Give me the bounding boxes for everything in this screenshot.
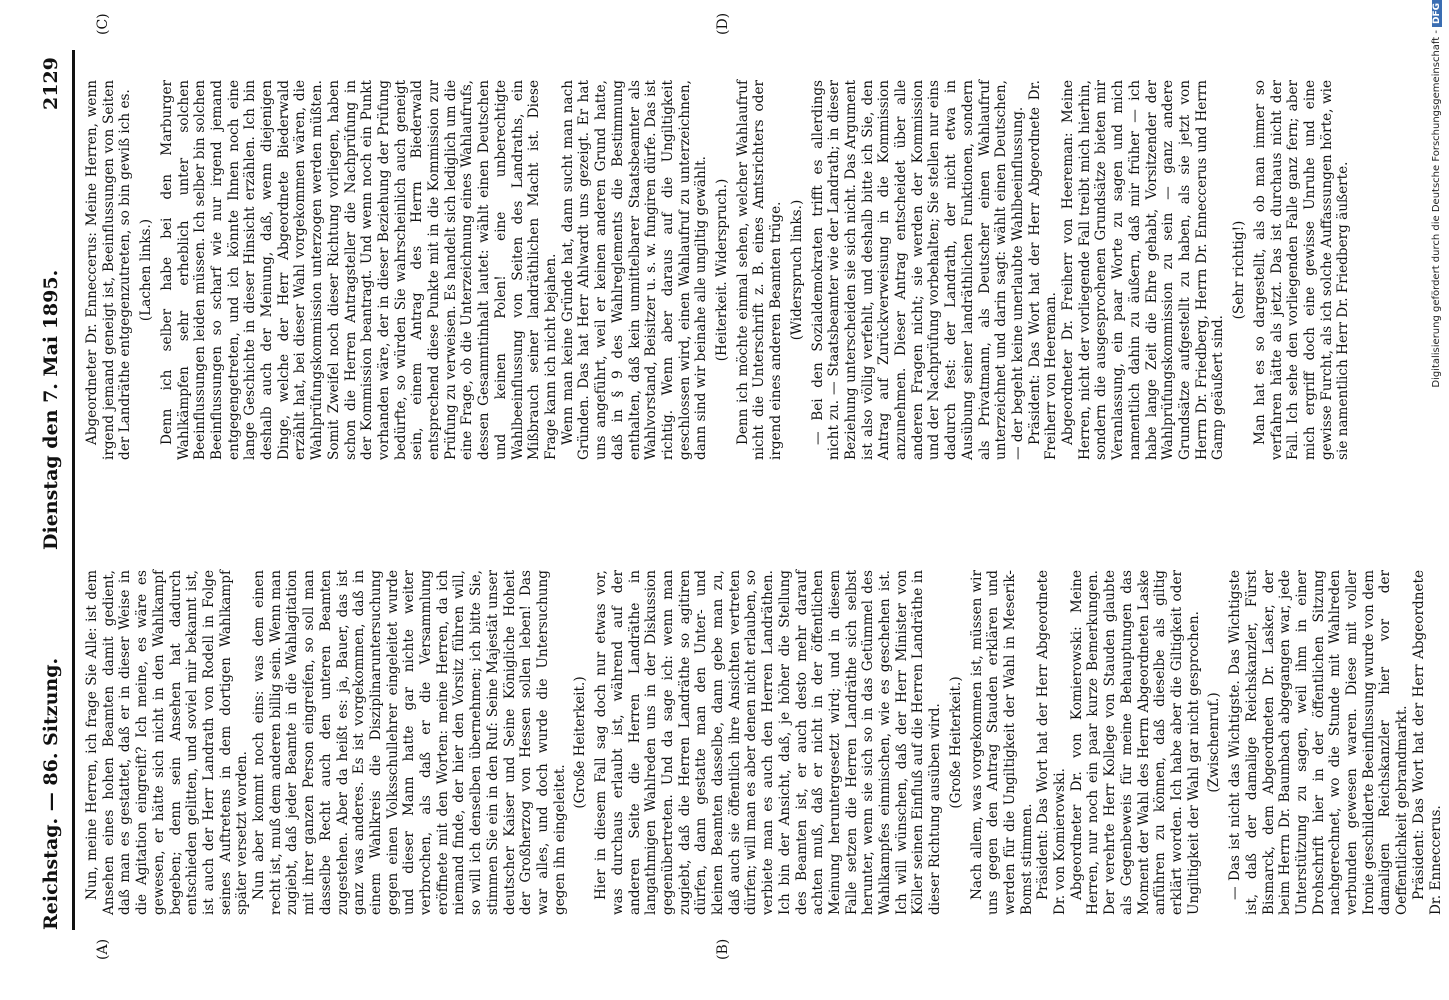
margin-mark-b: (B) bbox=[715, 938, 731, 960]
dfg-logo: DFG bbox=[1432, 0, 1442, 27]
header-rule-left bbox=[72, 545, 75, 930]
paragraph: Präsident: Das Wort hat der Herr Abgeordnete Dr. Freiherr von Heereman. bbox=[1026, 80, 1060, 460]
header-date: Dienstag den 7. Mai 1895. bbox=[40, 269, 62, 550]
interjection: (Große Heiterkeit.) bbox=[947, 676, 964, 809]
paragraph: Wenn man keine Gründe hat, dann sucht man nach Gründen. Das hat Herr Ahlwardt uns gezeigt. Er hat uns angeführt, weil er keinen anderen Grund hatte, daß in § 9 des Wahlreglements die Bestimmung enthalten, daß kein unmittelbarer Staatsbeamter als Wahlvorstand, Beisitzer u. s. w. fungiren dürfe. Das ist richtig. Wenn aber daraus auf die Ungiltigkeit geschlossen wird, einen Wahlaufruf zu unterzeichnen, dann sind wir beinahe alle ungiltig gewählt. bbox=[559, 80, 710, 460]
paragraph: Nach allem, was vorgekommen ist, müssen wir uns gegen den Antrag Stauden erklären und werden für die Ungiltigkeit der Wahl in Meserik-Bomst stimmen. bbox=[968, 570, 1035, 915]
footer-credit: Digitalisierung gefördert durch die Deutsche Forschungsgemeinschaft - bbox=[1431, 30, 1442, 388]
paragraph: Denn ich möchte einmal sehen, welcher Wahlaufruf nicht die Unterschrift z. B. eines Amtsrichters oder irgend eines anderen Beamten trüge. bbox=[734, 80, 785, 460]
margin-mark-a: (A) bbox=[95, 938, 111, 960]
interjection: (Zwischenruf.) bbox=[1206, 692, 1223, 793]
paragraph: Nun aber kommt noch eins: was dem einen recht ist, muß dem anderen billig sein. Wenn man zugiebt, daß jeder Beamte in die Wahlagitation mit ihrer ganzen Person eingreifen, so soll man dasselbe Recht auch den unteren Beamten zugestehen. Aber da heißt es: ja, Bauer, das ist ganz was anderes. Es ist vorgekommen, daß in einem Wahlkreis die Disziplinaruntersuchung gegen einen Volksschullehrer eingeleitet wurde und dieser Mann hatte gar nichte weiter verbrochen, als daß er die Versammlung eröffnete mit den Worten: meine Herren, da ich niemand finde, der hier den Vorsitz führen will, so will ich denselben übernehmen; ich bitte Sie, stimmen Sie ein in den Ruf: Seine Majestät unser deutscher Kaiser und Seine Königliche Hoheit der Großherzog von Hessen sollen leben! Das war alles, und doch wurde die Untersuchung gegen ihn eingeleitet. bbox=[251, 570, 568, 915]
paragraph: Hier in diesem Fall sag doch nur etwas vor, was durchaus erlaubt ist, während auf der anderen Seite die Herren Landräthe in langathmigen Wahlreden uns in der Diskussion gegenübertreten. Und da sage ich: wenn man zugiebt, daß die Herren Landräthe so agitiren dürfen, dann gestatte man den Unter- und kleinen Beamten dasselbe, dann gebe man zu, daß auch sie öffentlich ihre Ansichten vertreten dürfen; will man es aber denen nicht erlauben, so verbiete man es auch den Herren Landräthen. Ich bin der Ansicht, daß, je höher die Stellung des Beamten ist, er auch desto mehr darauf achten muß, daß er nicht in der öffentlichen Meinung heruntergesetzt wird; und in diesem Falle setzen die Herren Landräthe sich selbst herunter, wenn sie sich so in das Getümmel des Wahlkampfes einmischen, wie es geschehen ist. Ich will wünschen, daß der Herr Minister von Köller seinen Einfluß auf die Herren Landräthe in dieser Richtung ausüben wird. bbox=[593, 570, 944, 915]
footer-text-line bbox=[1431, 0, 1449, 1000]
paragraph: — Das ist nicht das Wichtigste. Das Wichtigste ist, daß der damalige Reichskanzler, Fürst Bismarck, dem Abgeordneten Dr. Lasker, der beim Herrn Dr. Baumbach abgegangen war, jede Unterstützung zu sagen, weil ihm in einer Drohschrift hier in der öffentlichen Sitzung nachgerechnet, wo die Stunde mit Wahlreden verbunden gewesen waren. Diese mit voller Ironie geschilderte Beeinflussung wurde von dem damaligen Reichskanzler hier vor der Oeffentlichkeit gebrandmarkt. bbox=[1227, 570, 1411, 915]
page-header bbox=[40, 0, 70, 1000]
margin-mark-d: (D) bbox=[715, 12, 731, 35]
paragraph: Abgeordneter Dr. Enneccerus: Meine Herren, wenn irgend jemand geneigt ist, Beeinflussungen von Seiten der Landräthe entgegenzutreten, so bin gewiß ich es. bbox=[84, 80, 134, 460]
interjection: (Große Heiterkeit.) bbox=[572, 676, 589, 809]
paragraph: — Bei den Sozialdemokraten trifft es allerdings nicht zu. — Staatsbeamter wie der Landrath; in dieser Beziehung unterscheiden sie sich nicht. Das Argument ist also völlig verfehlt, und deshalb bitte ich Sie, den Antrag auf Zurückverweisung in die Kommission anzunehmen. Dieser Antrag entscheidet über alle anderen Fragen nicht; sie werden der Kommission und der Nachprüfung vorbehalten; Sie stellen nur eins dadurch fest: der Landrath, der nicht etwa in Ausübung seiner landräthlichen Funktionen, sondern als Privatmann, als Deutscher einen Wahlaufruf unterzeichnet und darin sagt: wählt einen Deutschen, — der begeht keine unerlaubte Wahlbeeinflussung. bbox=[809, 80, 1026, 460]
text-column-right bbox=[84, 80, 1352, 460]
margin-mark-c: (C) bbox=[95, 13, 111, 35]
paragraph: Abgeordneter Dr. von Komierowski: Meine Herren, nur noch ein paar kurze Bemerkungen. Der verehrte Herr Kollege von Stauden glaubte als Gegenbeweis für meine Behauptungen das Moment der Wahl des Herrn Abgeordneten Laske anführen zu können, daß dieselbe als giltig erklärt worden. Ich habe aber die Giltigkeit oder Ungiltigkeit der Wahl gar nicht gesprochen. bbox=[1068, 570, 1202, 915]
header-session: Reichstag. — 86. Sitzung. bbox=[40, 657, 62, 930]
interjection: (Widerspruch links.) bbox=[788, 199, 805, 341]
page-number: 2129 bbox=[40, 57, 62, 110]
paragraph: Abgeordneter Dr. Freiherr von Heereman: Meine Herren, nicht der vorliegende Fall treibt mich hierhin, sondern die ausgesprochenen Grundsätze bieten mir Veranlassung, ein paar Worte zu sagen und mich namentlich dahin zu äußern, daß mir früher — ich habe lange Zeit die Ehre gehabt, Vorsitzender der Wahlprüfungskommission zu sein — ganz andere Grundsätze aufgestellt zu haben, als sie jetzt von Herrn Dr. Friedberg, Herrn Dr. Enneccerus und Herrn Gamp geäußert sind. bbox=[1060, 80, 1227, 460]
digitization-footer bbox=[1413, 0, 1442, 1000]
paragraph: Denn ich selber habe bei den Marburger Wahlkämpfen sehr erheblich unter solchen Beeinflussungen leiden müssen. Ich selber bin solchen Beeinflussungen so scharf wie nur irgend jemand entgegengetreten, und ich könnte Ihnen noch eine lange Geschichte in dieser Hinsicht erzählen. Ich bin deshalb auch der Meinung, daß, wenn diejenigen Dinge, welche der Herr Abgeordnete Biederwald erzählt hat, bei dieser Wahl vorgekommen wären, die Wahlprüfungskommission unterzogen werden müßten. Somit Zweifel noch dieser Richtung vorliegen, haben schon die Herren Antragsteller die Nachprüfung in der Kommission beantragt. Und wenn noch ein Punkt vorhanden wäre, der in dieser Beziehung der Prüfung bedürfte, so würden Sie wahrscheinlich auch geneigt sein, einem Antrag des Herrn Biederwald entsprechend diese Punkte mit in die Kommission zur Prüfung zu verweisen. Es handelt sich lediglich um die eine Frage, ob die Unterzeichnung eines Wahlaufrufs, dessen Gesammtinhalt lautet: wählt einen Deutschen und keinen Polen! eine unberechtigte Wahlbeeinflussung von Seiten des Landraths, ein Mißbrauch seiner landräthlichen Macht ist. Diese Frage kann ich nicht bejahen. bbox=[158, 80, 559, 460]
paragraph: Präsident: Das Wort hat der Herr Abgeordnete Dr. von Komierowski. bbox=[1035, 570, 1069, 915]
text-column-left bbox=[84, 570, 1444, 915]
interjection: (Heiterkeit. Widerspruch.) bbox=[714, 178, 731, 362]
paragraph: Man hat es so dargestellt, als ob man immer so verfahren hätte als jetzt. Das ist durchaus nicht der Fall. Ich sehe den vorliegenden Falle ganz fern; aber mich ergriff doch eine gewisse Unruhe und eine gewisse Furcht, als ich solche Auffassungen hörte, wie sie namentlich Herr Dr. Friedberg äußerte. bbox=[1251, 80, 1352, 460]
interjection: (Sehr richtig!) bbox=[1231, 220, 1248, 320]
paragraph: Nun, meine Herren, ich frage Sie Alle: ist dem Ansehen eines hohen Beamten damit gedient, daß man es gestattet, daß er in dieser Weise in die Agitation eingreift? Ich meine, es wäre es gewesen, er hätte sich nicht in den Wahlkampf begeben; denn sein Ansehen hat dadurch entschieden gelitten, und soviel mir bekannt ist, ist auch der Herr Landrath von Rodell in Folge seines Auftretens in dem dortigen Wahlkampf später versetzt worden. bbox=[84, 570, 251, 915]
paragraph: Präsident: Das Wort hat der Herr Abgeordnete Dr. Enneccerus. bbox=[1410, 570, 1444, 915]
header-rule-right bbox=[72, 50, 75, 550]
interjection: (Lachen links.) bbox=[138, 218, 155, 322]
